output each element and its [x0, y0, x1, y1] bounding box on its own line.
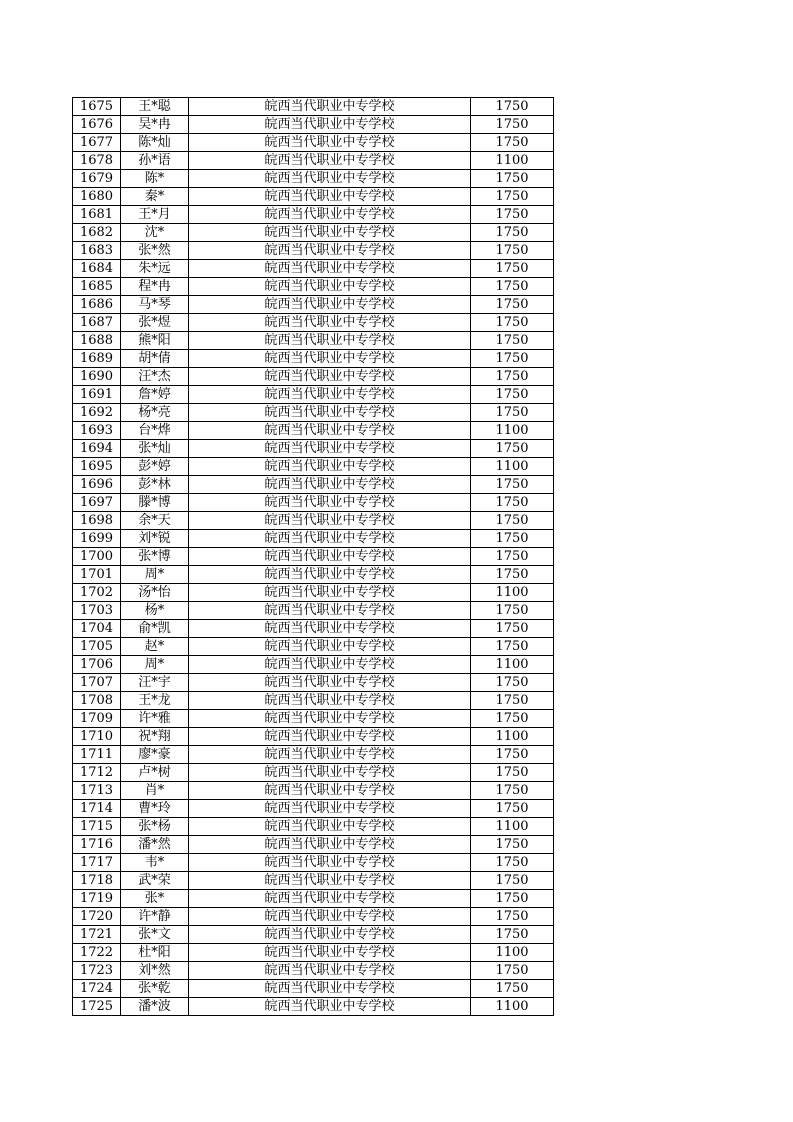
school-name-cell: 皖西当代职业中专学校	[189, 620, 471, 638]
amount-cell: 1750	[471, 134, 554, 152]
row-number-cell: 1682	[73, 224, 121, 242]
student-name-cell: 沈*	[121, 224, 189, 242]
student-name-cell: 王*月	[121, 206, 189, 224]
student-name-cell: 詹*婷	[121, 386, 189, 404]
school-name-cell: 皖西当代职业中专学校	[189, 818, 471, 836]
school-name-cell: 皖西当代职业中专学校	[189, 836, 471, 854]
school-name-cell: 皖西当代职业中专学校	[189, 386, 471, 404]
table-row	[73, 530, 554, 548]
table-row	[73, 422, 554, 440]
school-name-cell: 皖西当代职业中专学校	[189, 908, 471, 926]
row-number-cell: 1683	[73, 242, 121, 260]
school-name-cell: 皖西当代职业中专学校	[189, 638, 471, 656]
amount-cell: 1750	[471, 566, 554, 584]
row-number-cell: 1678	[73, 152, 121, 170]
row-number-cell: 1686	[73, 296, 121, 314]
student-name-cell: 台*烨	[121, 422, 189, 440]
amount-cell: 1750	[471, 800, 554, 818]
student-name-cell: 汪*宇	[121, 674, 189, 692]
table-row	[73, 494, 554, 512]
table-row	[73, 872, 554, 890]
table-row	[73, 674, 554, 692]
row-number-cell: 1693	[73, 422, 121, 440]
amount-cell: 1100	[471, 998, 554, 1016]
student-name-cell: 胡*倩	[121, 350, 189, 368]
amount-cell: 1750	[471, 908, 554, 926]
row-number-cell: 1721	[73, 926, 121, 944]
amount-cell: 1750	[471, 350, 554, 368]
row-number-cell: 1713	[73, 782, 121, 800]
amount-cell: 1750	[471, 980, 554, 998]
table-row	[73, 512, 554, 530]
table-row	[73, 350, 554, 368]
school-name-cell: 皖西当代职业中专学校	[189, 512, 471, 530]
row-number-cell: 1694	[73, 440, 121, 458]
school-name-cell: 皖西当代职业中专学校	[189, 188, 471, 206]
student-name-cell: 张*乾	[121, 980, 189, 998]
amount-cell: 1750	[471, 332, 554, 350]
school-name-cell: 皖西当代职业中专学校	[189, 332, 471, 350]
table-row	[73, 890, 554, 908]
table-row	[73, 656, 554, 674]
student-name-cell: 赵*	[121, 638, 189, 656]
amount-cell: 1100	[471, 944, 554, 962]
school-name-cell: 皖西当代职业中专学校	[189, 692, 471, 710]
row-number-cell: 1676	[73, 116, 121, 134]
table-row	[73, 638, 554, 656]
amount-cell: 1750	[471, 440, 554, 458]
student-name-cell: 马*琴	[121, 296, 189, 314]
school-name-cell: 皖西当代职业中专学校	[189, 134, 471, 152]
amount-cell: 1750	[471, 548, 554, 566]
row-number-cell: 1702	[73, 584, 121, 602]
student-name-cell: 张*博	[121, 548, 189, 566]
table-row	[73, 242, 554, 260]
amount-cell: 1100	[471, 152, 554, 170]
amount-cell: 1750	[471, 692, 554, 710]
school-name-cell: 皖西当代职业中专学校	[189, 260, 471, 278]
row-number-cell: 1677	[73, 134, 121, 152]
school-name-cell: 皖西当代职业中专学校	[189, 674, 471, 692]
row-number-cell: 1715	[73, 818, 121, 836]
row-number-cell: 1696	[73, 476, 121, 494]
student-name-cell: 陈*灿	[121, 134, 189, 152]
school-name-cell: 皖西当代职业中专学校	[189, 710, 471, 728]
student-name-cell: 杜*阳	[121, 944, 189, 962]
school-name-cell: 皖西当代职业中专学校	[189, 566, 471, 584]
table-row	[73, 764, 554, 782]
school-name-cell: 皖西当代职业中专学校	[189, 800, 471, 818]
student-name-cell: 张*	[121, 890, 189, 908]
school-name-cell: 皖西当代职业中专学校	[189, 890, 471, 908]
student-name-cell: 杨*亮	[121, 404, 189, 422]
school-name-cell: 皖西当代职业中专学校	[189, 764, 471, 782]
student-name-cell: 王*龙	[121, 692, 189, 710]
table-row	[73, 584, 554, 602]
amount-cell: 1750	[471, 638, 554, 656]
table-row	[73, 710, 554, 728]
school-name-cell: 皖西当代职业中专学校	[189, 152, 471, 170]
amount-cell: 1750	[471, 206, 554, 224]
table-row	[73, 692, 554, 710]
school-name-cell: 皖西当代职业中专学校	[189, 944, 471, 962]
amount-cell: 1750	[471, 368, 554, 386]
table-row	[73, 116, 554, 134]
amount-cell: 1100	[471, 728, 554, 746]
amount-cell: 1750	[471, 314, 554, 332]
row-number-cell: 1718	[73, 872, 121, 890]
table-row	[73, 854, 554, 872]
school-name-cell: 皖西当代职业中专学校	[189, 368, 471, 386]
row-number-cell: 1724	[73, 980, 121, 998]
amount-cell: 1750	[471, 296, 554, 314]
student-name-cell: 陈*	[121, 170, 189, 188]
row-number-cell: 1688	[73, 332, 121, 350]
row-number-cell: 1706	[73, 656, 121, 674]
student-name-cell: 吴*冉	[121, 116, 189, 134]
row-number-cell: 1679	[73, 170, 121, 188]
table-row	[73, 206, 554, 224]
table-row	[73, 620, 554, 638]
amount-cell: 1750	[471, 872, 554, 890]
amount-cell: 1750	[471, 674, 554, 692]
amount-cell: 1100	[471, 584, 554, 602]
row-number-cell: 1684	[73, 260, 121, 278]
amount-cell: 1750	[471, 602, 554, 620]
amount-cell: 1750	[471, 242, 554, 260]
table-row	[73, 548, 554, 566]
subsidy-table	[72, 97, 554, 1016]
table-row	[73, 278, 554, 296]
table-row	[73, 152, 554, 170]
school-name-cell: 皖西当代职业中专学校	[189, 314, 471, 332]
amount-cell: 1750	[471, 512, 554, 530]
row-number-cell: 1687	[73, 314, 121, 332]
student-name-cell: 俞*凯	[121, 620, 189, 638]
table-row	[73, 962, 554, 980]
amount-cell: 1750	[471, 746, 554, 764]
table-row	[73, 602, 554, 620]
amount-cell: 1750	[471, 170, 554, 188]
amount-cell: 1750	[471, 260, 554, 278]
table-row	[73, 260, 554, 278]
school-name-cell: 皖西当代职业中专学校	[189, 584, 471, 602]
row-number-cell: 1722	[73, 944, 121, 962]
student-name-cell: 廖*豪	[121, 746, 189, 764]
table-row	[73, 926, 554, 944]
row-number-cell: 1723	[73, 962, 121, 980]
amount-cell: 1750	[471, 854, 554, 872]
student-name-cell: 熊*阳	[121, 332, 189, 350]
table-row	[73, 440, 554, 458]
school-name-cell: 皖西当代职业中专学校	[189, 854, 471, 872]
school-name-cell: 皖西当代职业中专学校	[189, 980, 471, 998]
school-name-cell: 皖西当代职业中专学校	[189, 872, 471, 890]
table-row	[73, 314, 554, 332]
student-name-cell: 秦*	[121, 188, 189, 206]
amount-cell: 1750	[471, 188, 554, 206]
row-number-cell: 1699	[73, 530, 121, 548]
table-row	[73, 980, 554, 998]
table-row	[73, 944, 554, 962]
student-name-cell: 杨*	[121, 602, 189, 620]
student-name-cell: 彭*林	[121, 476, 189, 494]
student-name-cell: 许*雅	[121, 710, 189, 728]
student-name-cell: 卢*树	[121, 764, 189, 782]
row-number-cell: 1703	[73, 602, 121, 620]
table-row	[73, 746, 554, 764]
amount-cell: 1750	[471, 962, 554, 980]
amount-cell: 1750	[471, 494, 554, 512]
student-name-cell: 王*聪	[121, 98, 189, 116]
row-number-cell: 1697	[73, 494, 121, 512]
school-name-cell: 皖西当代职业中专学校	[189, 116, 471, 134]
table-row	[73, 188, 554, 206]
amount-cell: 1750	[471, 116, 554, 134]
student-name-cell: 孙*语	[121, 152, 189, 170]
school-name-cell: 皖西当代职业中专学校	[189, 926, 471, 944]
row-number-cell: 1711	[73, 746, 121, 764]
table-row	[73, 134, 554, 152]
row-number-cell: 1690	[73, 368, 121, 386]
row-number-cell: 1714	[73, 800, 121, 818]
amount-cell: 1750	[471, 764, 554, 782]
student-name-cell: 程*冉	[121, 278, 189, 296]
school-name-cell: 皖西当代职业中专学校	[189, 224, 471, 242]
table-row	[73, 782, 554, 800]
student-name-cell: 曹*玲	[121, 800, 189, 818]
amount-cell: 1100	[471, 422, 554, 440]
student-name-cell: 朱*远	[121, 260, 189, 278]
table-row	[73, 296, 554, 314]
table-row	[73, 404, 554, 422]
amount-cell: 1750	[471, 926, 554, 944]
row-number-cell: 1689	[73, 350, 121, 368]
row-number-cell: 1675	[73, 98, 121, 116]
row-number-cell: 1680	[73, 188, 121, 206]
table-row	[73, 836, 554, 854]
row-number-cell: 1719	[73, 890, 121, 908]
amount-cell: 1750	[471, 620, 554, 638]
amount-cell: 1100	[471, 818, 554, 836]
table-row	[73, 998, 554, 1016]
student-name-cell: 张*杨	[121, 818, 189, 836]
school-name-cell: 皖西当代职业中专学校	[189, 656, 471, 674]
student-name-cell: 武*荣	[121, 872, 189, 890]
school-name-cell: 皖西当代职业中专学校	[189, 494, 471, 512]
amount-cell: 1750	[471, 890, 554, 908]
student-name-cell: 张*灿	[121, 440, 189, 458]
amount-cell: 1100	[471, 656, 554, 674]
school-name-cell: 皖西当代职业中专学校	[189, 962, 471, 980]
school-name-cell: 皖西当代职业中专学校	[189, 458, 471, 476]
row-number-cell: 1707	[73, 674, 121, 692]
amount-cell: 1100	[471, 458, 554, 476]
school-name-cell: 皖西当代职业中专学校	[189, 476, 471, 494]
row-number-cell: 1681	[73, 206, 121, 224]
school-name-cell: 皖西当代职业中专学校	[189, 782, 471, 800]
amount-cell: 1750	[471, 386, 554, 404]
student-name-cell: 潘*然	[121, 836, 189, 854]
student-name-cell: 张*煜	[121, 314, 189, 332]
student-name-cell: 韦*	[121, 854, 189, 872]
student-name-cell: 张*然	[121, 242, 189, 260]
student-name-cell: 刘*然	[121, 962, 189, 980]
amount-cell: 1750	[471, 710, 554, 728]
school-name-cell: 皖西当代职业中专学校	[189, 170, 471, 188]
table-row	[73, 368, 554, 386]
table-row	[73, 818, 554, 836]
student-name-cell: 许*静	[121, 908, 189, 926]
school-name-cell: 皖西当代职业中专学校	[189, 728, 471, 746]
school-name-cell: 皖西当代职业中专学校	[189, 98, 471, 116]
amount-cell: 1750	[471, 98, 554, 116]
table-row	[73, 728, 554, 746]
row-number-cell: 1717	[73, 854, 121, 872]
student-name-cell: 祝*翔	[121, 728, 189, 746]
school-name-cell: 皖西当代职业中专学校	[189, 350, 471, 368]
student-name-cell: 肖*	[121, 782, 189, 800]
row-number-cell: 1705	[73, 638, 121, 656]
school-name-cell: 皖西当代职业中专学校	[189, 206, 471, 224]
table-row	[73, 800, 554, 818]
school-name-cell: 皖西当代职业中专学校	[189, 404, 471, 422]
student-name-cell: 汪*杰	[121, 368, 189, 386]
row-number-cell: 1725	[73, 998, 121, 1016]
amount-cell: 1750	[471, 530, 554, 548]
row-number-cell: 1692	[73, 404, 121, 422]
school-name-cell: 皖西当代职业中专学校	[189, 296, 471, 314]
school-name-cell: 皖西当代职业中专学校	[189, 530, 471, 548]
school-name-cell: 皖西当代职业中专学校	[189, 422, 471, 440]
table-row	[73, 386, 554, 404]
student-name-cell: 汤*怡	[121, 584, 189, 602]
school-name-cell: 皖西当代职业中专学校	[189, 242, 471, 260]
table-body	[73, 98, 554, 1016]
table-row	[73, 476, 554, 494]
student-name-cell: 余*天	[121, 512, 189, 530]
amount-cell: 1750	[471, 836, 554, 854]
school-name-cell: 皖西当代职业中专学校	[189, 548, 471, 566]
amount-cell: 1750	[471, 476, 554, 494]
row-number-cell: 1701	[73, 566, 121, 584]
student-name-cell: 彭*婷	[121, 458, 189, 476]
student-name-cell: 滕*博	[121, 494, 189, 512]
school-name-cell: 皖西当代职业中专学校	[189, 440, 471, 458]
table-row	[73, 224, 554, 242]
row-number-cell: 1712	[73, 764, 121, 782]
amount-cell: 1750	[471, 782, 554, 800]
row-number-cell: 1710	[73, 728, 121, 746]
amount-cell: 1750	[471, 404, 554, 422]
student-name-cell: 潘*波	[121, 998, 189, 1016]
row-number-cell: 1691	[73, 386, 121, 404]
table-row	[73, 908, 554, 926]
row-number-cell: 1709	[73, 710, 121, 728]
table-row	[73, 332, 554, 350]
student-name-cell: 刘*锐	[121, 530, 189, 548]
row-number-cell: 1716	[73, 836, 121, 854]
row-number-cell: 1708	[73, 692, 121, 710]
spreadsheet-page	[72, 97, 553, 1016]
table-row	[73, 566, 554, 584]
table-row	[73, 170, 554, 188]
school-name-cell: 皖西当代职业中专学校	[189, 278, 471, 296]
table-row	[73, 98, 554, 116]
table-row	[73, 458, 554, 476]
student-name-cell: 周*	[121, 566, 189, 584]
school-name-cell: 皖西当代职业中专学校	[189, 602, 471, 620]
row-number-cell: 1720	[73, 908, 121, 926]
school-name-cell: 皖西当代职业中专学校	[189, 998, 471, 1016]
row-number-cell: 1695	[73, 458, 121, 476]
amount-cell: 1750	[471, 224, 554, 242]
row-number-cell: 1700	[73, 548, 121, 566]
row-number-cell: 1704	[73, 620, 121, 638]
school-name-cell: 皖西当代职业中专学校	[189, 746, 471, 764]
row-number-cell: 1685	[73, 278, 121, 296]
row-number-cell: 1698	[73, 512, 121, 530]
amount-cell: 1750	[471, 278, 554, 296]
student-name-cell: 张*文	[121, 926, 189, 944]
student-name-cell: 周*	[121, 656, 189, 674]
